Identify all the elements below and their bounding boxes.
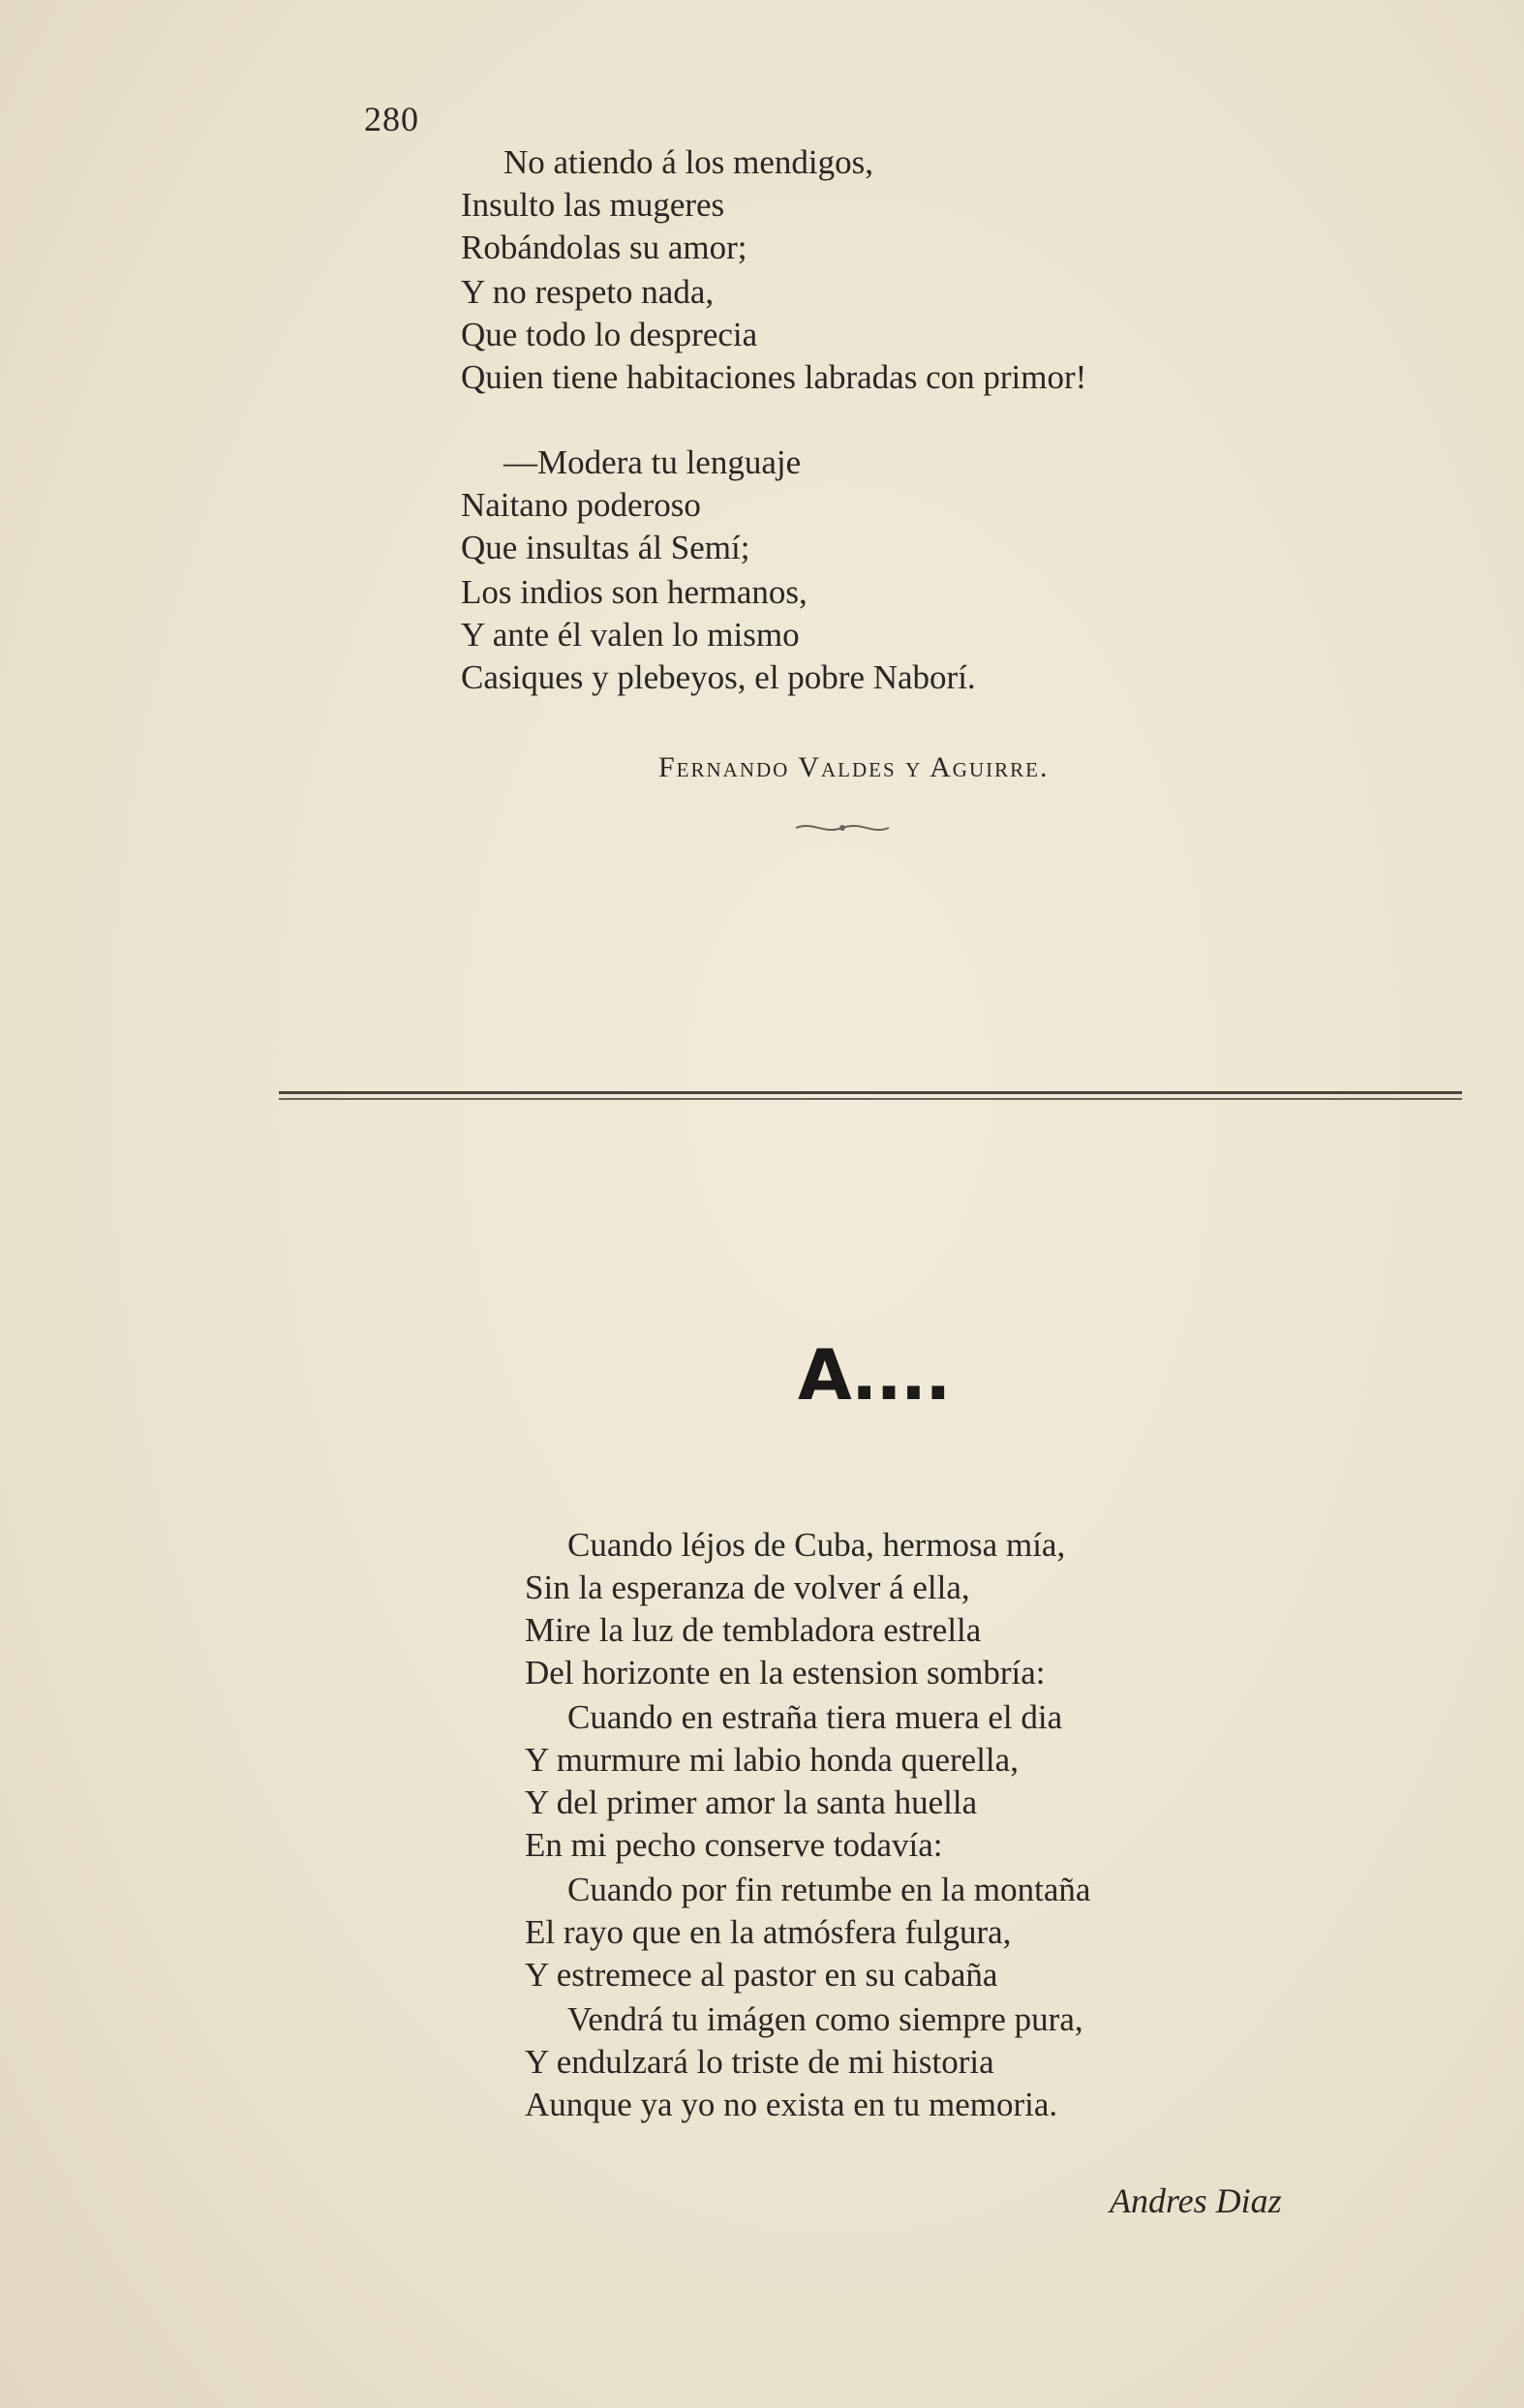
verse-line: Y ante él valen lo mismo: [461, 616, 800, 654]
verse-line: Del horizonte en la estension sombría:: [525, 1654, 1046, 1692]
verse-line: Quien tiene habitaciones labradas con primor!: [461, 358, 1087, 396]
verse-line: Naitano poderoso: [461, 486, 701, 524]
verse-line: Vendrá tu imágen como siempre pura,: [567, 2000, 1083, 2038]
verse-line: Cuando léjos de Cuba, hermosa mía,: [567, 1526, 1066, 1564]
poem1-author: Fernando Valdes y Aguirre.: [658, 751, 1050, 783]
section-divider-thin: [279, 1098, 1462, 1100]
verse-line: No atiendo á los mendigos,: [503, 143, 874, 181]
poem2-title: A....: [798, 1334, 950, 1416]
verse-line: Aunque ya yo no exista en tu memoria.: [525, 2086, 1058, 2123]
verse-line: Mire la luz de tembladora estrella: [525, 1611, 982, 1649]
page-number: 280: [364, 100, 419, 138]
verse-line: Sin la esperanza de volver á ella,: [525, 1569, 970, 1606]
verse-line: Y endulzará lo triste de mi historia: [525, 2043, 994, 2081]
section-divider: [279, 1091, 1462, 1094]
verse-line: Los indios son hermanos,: [461, 573, 808, 611]
verse-line: —Modera tu lenguaje: [503, 443, 802, 481]
verse-line: Y del primer amor la santa huella: [525, 1783, 978, 1821]
verse-line: Que todo lo desprecia: [461, 316, 758, 353]
verse-line: Casiques y plebeyos, el pobre Naborí.: [461, 658, 976, 696]
verse-line: Insulto las mugeres: [461, 186, 725, 224]
verse-line: Cuando en estraña tiera muera el dia: [567, 1698, 1063, 1736]
verse-line: Y no respeto nada,: [461, 273, 715, 311]
poem2-signature: Andres Diaz: [1110, 2181, 1282, 2220]
verse-line: Robándolas su amor;: [461, 229, 747, 266]
verse-line: Cuando por fin retumbe en la montaña: [567, 1871, 1091, 1908]
ornament-flourish: [794, 819, 891, 837]
verse-line: Y estremece al pastor en su cabaña: [525, 1956, 998, 1994]
verse-line: El rayo que en la atmósfera fulgura,: [525, 1913, 1012, 1951]
verse-line: Que insultas ál Semí;: [461, 529, 750, 566]
verse-line: Y murmure mi labio honda querella,: [525, 1741, 1019, 1779]
verse-line: En mi pecho conserve todavía:: [525, 1826, 943, 1864]
